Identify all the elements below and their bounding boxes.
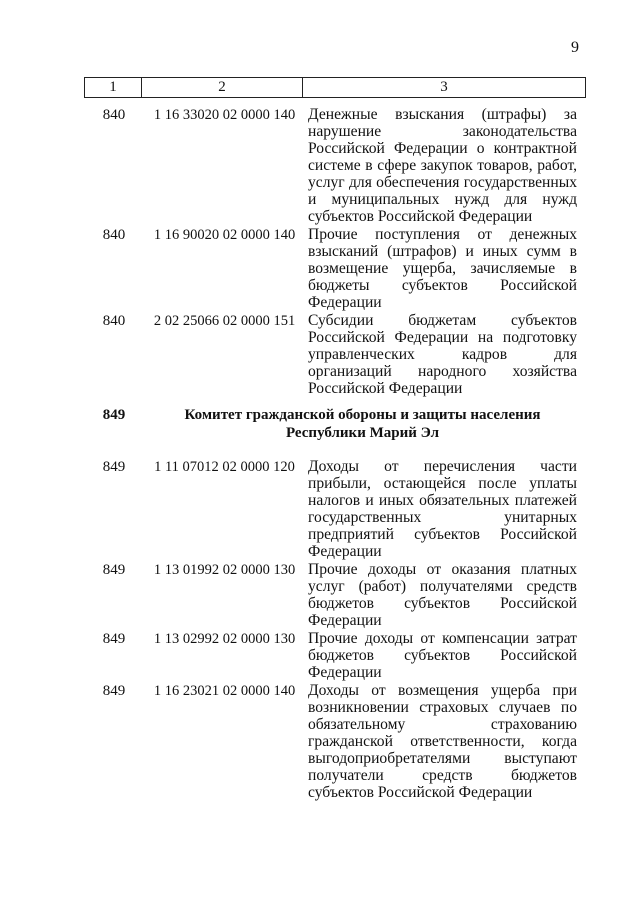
table-row — [84, 682, 585, 801]
admin-code: 840 — [102, 227, 126, 243]
page-number: 9 — [571, 39, 579, 56]
budget-code: 2 02 25066 02 0000 151 — [153, 313, 296, 329]
revenue-description: Денежные взыскания (штрафы) за нарушение законодательства Российской Федерации о контрактной системе в сфере закупок товаров, работ, услуг для обеспечения государственных и муниципальных нужд для нужд субъектов Российской Федерации — [308, 106, 577, 225]
budget-code: 1 16 90020 02 0000 140 — [153, 227, 296, 243]
column-header-1: 1 — [85, 78, 142, 98]
admin-code: 849 — [102, 683, 126, 699]
admin-code: 840 — [102, 313, 126, 329]
budget-code: 1 11 07012 02 0000 120 — [154, 459, 295, 475]
revenue-description: Прочие доходы от компенсации затрат бюджетов субъектов Российской Федерации — [308, 630, 577, 681]
column-header-2: 2 — [142, 78, 303, 98]
table-row — [84, 561, 585, 629]
revenue-description: Прочие доходы от оказания платных услуг (работ) получателями средств бюджетов субъектов Российской Федерации — [308, 561, 577, 629]
administrator-group-header — [84, 406, 585, 442]
group-title-line-1: Комитет гражданской обороны и защиты населения — [184, 407, 541, 423]
column-header-3: 3 — [303, 78, 586, 98]
revenue-description: Доходы от возмещения ущерба при возникновении страховых случаев по обязательному страхованию гражданской ответственности, когда выгодоприобретателями выступают получатели средств бюджетов субъектов Российской Федерации — [308, 682, 577, 801]
revenue-description: Субсидии бюджетам субъектов Российской Федерации на подготовку управленческих кадров для организаций народного хозяйства Российской Федерации — [308, 312, 577, 397]
budget-code: 1 13 01992 02 0000 130 — [153, 562, 296, 578]
admin-code: 849 — [102, 562, 126, 578]
column-header-row — [85, 78, 586, 98]
admin-code: 840 — [102, 107, 126, 123]
group-title-line-2: Республики Марий Эл — [285, 425, 440, 441]
group-admin-code: 849 — [102, 407, 126, 423]
budget-code: 1 13 02992 02 0000 130 — [153, 631, 296, 647]
table-row — [84, 226, 585, 311]
column-header-table — [84, 77, 586, 98]
table-row — [84, 630, 585, 681]
admin-code: 849 — [102, 631, 126, 647]
table-row — [84, 458, 585, 560]
group-title — [144, 406, 585, 442]
revenue-description: Прочие поступления от денежных взысканий (штрафов) и иных сумм в возмещение ущерба, зачисляемые в бюджеты субъектов Российской Федерации — [308, 226, 577, 311]
revenue-description: Доходы от перечисления части прибыли, остающейся после уплаты налогов и иных обязательных платежей государственных унитарных предприятий субъектов Российской Федерации — [308, 458, 577, 560]
budget-code: 1 16 33020 02 0000 140 — [153, 107, 296, 123]
table-row — [84, 312, 585, 397]
revenue-code-list — [84, 106, 585, 801]
admin-code: 849 — [102, 459, 126, 475]
table-row — [84, 106, 585, 225]
budget-code: 1 16 23021 02 0000 140 — [153, 683, 296, 699]
